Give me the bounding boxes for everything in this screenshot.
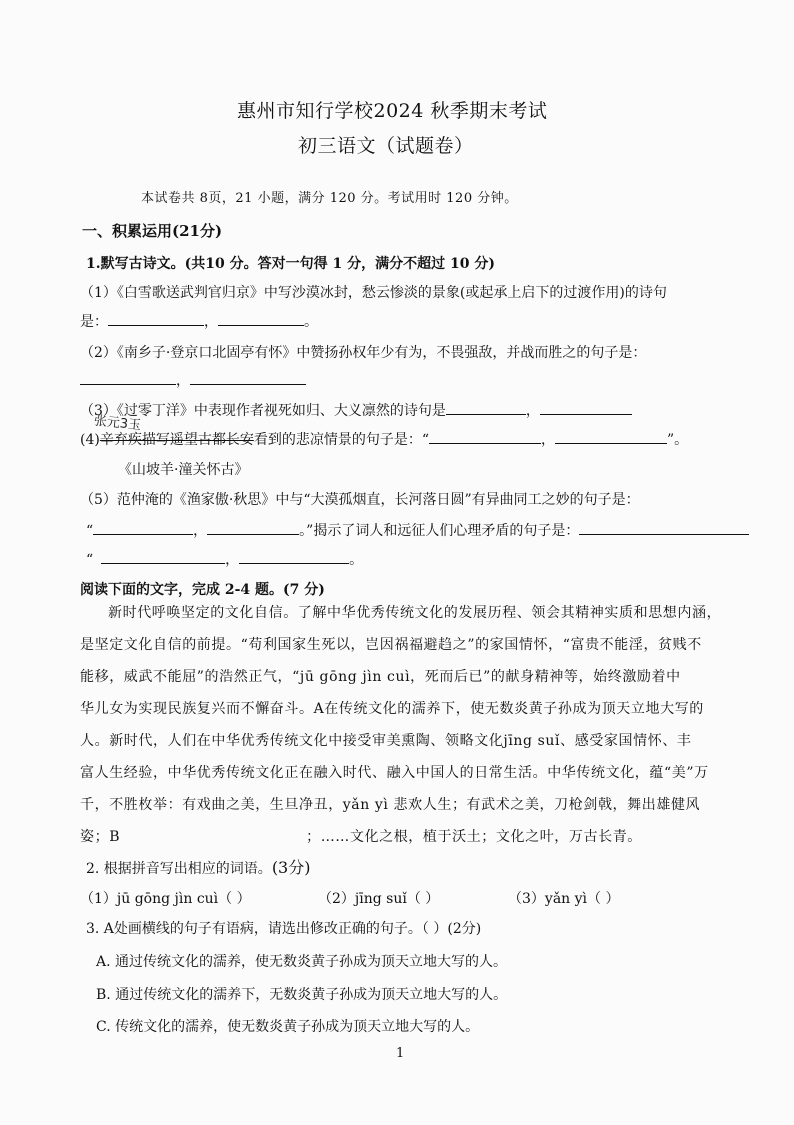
q2-pinyin-3: （3）yǎn yì（ ） — [508, 891, 620, 907]
reading-passage — [80, 597, 720, 853]
reading-heading: 阅读下面的文字，完成 2-4 题。(7 分) — [80, 582, 325, 598]
open-quote: “ — [86, 552, 94, 568]
q2-stem — [86, 855, 310, 878]
q1-item2-line2 — [80, 370, 306, 390]
answer-blank[interactable] — [429, 429, 541, 444]
section-heading: 一、积累运用(21分) — [82, 222, 223, 240]
q3-option-b[interactable]: B. 通过传统文化的濡养下，无数炎黄子孙成为顶天立地大写的人。 — [96, 987, 508, 1003]
passage-line: 人。新时代，人们在中华优秀传统文化中接受审美熏陶、领略文化jīng suǐ、感受家国情怀、丰 — [80, 733, 692, 749]
q3-stem: 3. A处画横线的句子有语病，请选出修改正确的句子。（ ）(2分) — [86, 921, 482, 937]
q3-option-c[interactable]: C. 传统文化的濡养，使无数炎黄子孙成为顶天立地大写的人。 — [96, 1019, 480, 1035]
answer-blank[interactable] — [93, 520, 193, 535]
q1-item1-line1: （1）《白雪歌送武判官归京》中写沙漠冰封，愁云惨淡的景象(或起承上启下的过渡作用)的诗句 — [80, 285, 667, 301]
q1-item5-line1: （5）范仲淹的《渔家傲·秋思》中与“大漠孤烟直，长河落日圆”有异曲同工之妙的句子是： — [80, 492, 640, 508]
answer-blank[interactable] — [101, 549, 225, 564]
passage-line: 新时代呼唤坚定的文化自信。了解中华优秀传统文化的发展历程、领会其精神实质和思想内涵， — [108, 605, 722, 621]
passage-last-start: 姿；B — [80, 829, 121, 845]
answer-blank[interactable] — [190, 370, 306, 385]
comma: ， — [525, 403, 540, 419]
answer-blank[interactable] — [555, 429, 667, 444]
passage-last-end: ；……文化之根，植于沃土；文化之叶，万古长青。 — [306, 829, 642, 845]
answer-blank[interactable] — [540, 400, 632, 415]
item5-mid: 。”揭示了词人和远征人们心理矛盾的句子是： — [299, 523, 580, 539]
answer-blank[interactable] — [80, 370, 176, 385]
comma: ， — [541, 432, 556, 448]
item4-text: 看到的悲凉情景的句子是：“ — [253, 432, 430, 448]
passage-line: 能移，威武不能屈”的浩然正气，“jū gōng jìn cuì，死而后已”的献身精神等，始终激励着中 — [80, 669, 681, 685]
q2-pinyin-2: （2）jīng suǐ（ ） — [318, 891, 440, 907]
q1-stem: 1.默写古诗文。(共10 分。答对一句得 1 分，满分不超过 10 分) — [86, 256, 495, 272]
q2-stem-text: 2. 根据拼音写出相应的词语。 — [86, 861, 272, 877]
q1-item5-line2 — [86, 520, 749, 540]
period: 。 — [304, 314, 318, 330]
q1-item5-line3 — [86, 549, 363, 569]
answer-blank[interactable] — [579, 520, 749, 535]
item4-close: ”。 — [667, 432, 689, 448]
comma: ， — [225, 552, 240, 568]
passage-line: 富人生经验，中华优秀传统文化正在融入时代、融入中国人的日常生活。中华传统文化，蕴“美”万 — [80, 765, 709, 781]
answer-blank[interactable] — [239, 549, 349, 564]
comma: ， — [176, 373, 190, 389]
period: 。 — [349, 552, 364, 568]
q1-item2-line1: （2）《南乡子·登京口北固亭有怀》中赞扬孙权年少有为，不畏强敌，并战而胜之的句子是： — [80, 345, 647, 361]
q1-item3 — [80, 400, 632, 420]
page-number: 1 — [396, 1046, 405, 1061]
item4-prefix: (4) — [80, 432, 100, 448]
q2-pinyin-1: （1）jū gōng jìn cuì（ ） — [80, 891, 251, 907]
passage-line: 华儿女为实现民族复兴而不懈奋斗。A在传统文化的濡养下，使无数炎黄子孙成为顶天立地大写的 — [80, 701, 704, 717]
item1-prefix: 是： — [80, 314, 108, 330]
answer-blank[interactable] — [446, 400, 526, 415]
comma: ， — [193, 523, 208, 539]
item3-text: （3）《过零丁洋》中表现作者视死如归、大义凛然的诗句是 — [80, 403, 446, 419]
item4-struck-text: 辛弃疾描写遥望古都长安 — [99, 432, 254, 448]
q3-option-a[interactable]: A. 通过传统文化的濡养，使无数炎黄子孙成为顶天立地大写的人。 — [96, 954, 508, 970]
passage-line: 千，不胜枚举：有戏曲之美，生旦净丑，yǎn yì 悲欢人生；有武术之美，刀枪剑戟，舞出雄健风 — [80, 797, 701, 813]
exam-subtitle: 初三语文（试题卷） — [298, 135, 474, 157]
q2-score: (3分) — [271, 858, 311, 877]
open-quote: “ — [86, 523, 94, 539]
q1-item1-line2 — [80, 311, 318, 331]
q1-item4 — [80, 429, 688, 449]
exam-info: 本试卷共 8页，21 小题，满分 120 分。考试用时 120 分钟。 — [141, 191, 518, 206]
answer-blank[interactable] — [218, 311, 304, 326]
comma: ， — [204, 314, 218, 330]
passage-line: 是坚定文化自信的前提。“苟利国家生死以，岂因祸福避趋之”的家国情怀，“富贵不能淫，贫贱不 — [80, 637, 702, 653]
item4-handwritten-correction: 《山坡羊·潼关怀古》 — [118, 462, 249, 478]
passage-line — [80, 821, 720, 853]
answer-blank[interactable] — [207, 520, 299, 535]
exam-title: 惠州市知行学校2024 秋季期末考试 — [237, 100, 548, 122]
answer-blank[interactable] — [108, 311, 204, 326]
handwritten-note: 张元3玉 — [93, 413, 142, 434]
